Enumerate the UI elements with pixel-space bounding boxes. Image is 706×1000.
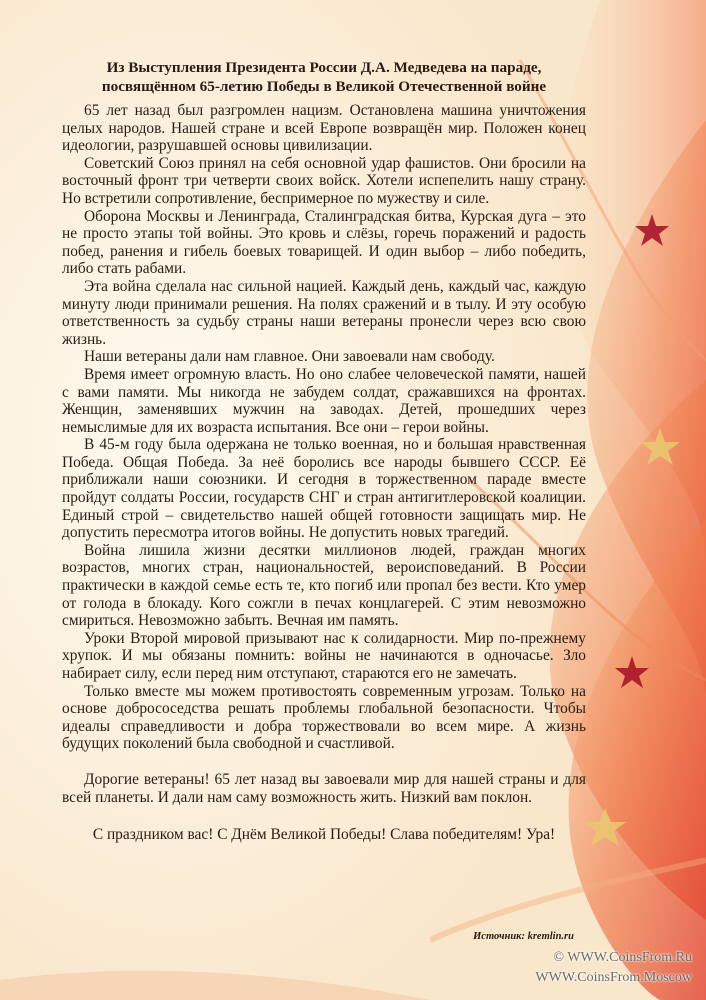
paragraph: Советский Союз принял на себя основной удар фашистов. Они бросили на восточный фронт три четверти своих войск. Хотели испепелить нашу страну. Но встретили сопротивление, беспримерное по мужеству и силе. (62, 154, 586, 207)
watermark-line: WWW.CoinsFrom.Moscow (535, 970, 692, 985)
paragraph: 65 лет назад был разгромлен нацизм. Остановлена машина уничтожения целых народов. Нашей стране и всей Европе возвращён мир. Положен конец идеологии, разрушавшей основы цивилизации. (62, 102, 586, 155)
closing-paragraph: Дорогие ветераны! 65 лет назад вы завоевали мир для нашей страны и для всей планеты. И дали нам саму возможность жить. Низкий вам поклон. (62, 770, 586, 807)
title-line: посвящённом 65-летию Победы в Великой Отечественной войне (101, 78, 547, 95)
speech-body (62, 102, 586, 753)
closing-address (62, 771, 586, 808)
title-line: Из Выступления Президента России Д.А. Медведева на параде, (106, 59, 542, 76)
paragraph: Только вместе мы можем противостоять современным угрозам. Только на основе добрососедства решать проблемы глобальной безопасности. Чтобы идеалы справедливости и добра торжествовали во всем мире. А жизнь будущих поколений была свободной и счастливой. (62, 682, 586, 753)
paragraph: Наши ветераны дали нам главное. Они завоевали нам свободу. (84, 348, 495, 366)
watermark-line: © WWW.CoinsFrom.Ru (553, 950, 692, 965)
source-credit: Источник: kremlin.ru (473, 931, 574, 942)
paragraph: Время имеет огромную власть. Но оно слабее человеческой памяти, нашей с вами памяти. Мы никогда не забудем солдат, сражавшихся на фронтах. Женщин, заменявших мужчин на заводах. Детей, прошедших через немыслимые для их возраста испытания. Все они – герои войны. (62, 365, 586, 436)
celebration-line: С праздником вас! С Днём Великой Победы! Слава победителям! Ура! (92, 825, 556, 843)
paragraph: Оборона Москвы и Ленинграда, Сталинградская битва, Курская дуга – это не просто этапы той войны. Это кровь и слёзы, горечь поражений и радость побед, ранения и гибель боевых товарищей. И один выбор – либо победить, либо стать рабами. (62, 207, 586, 278)
speech-article (62, 58, 586, 844)
paragraph: Уроки Второй мировой призывают нас к солидарности. Мир по-прежнему хрупок. И мы обязаны помнить: войны не начинаются в одночасье. Зло набирает силу, если перед ним отступают, стараются его не замечать. (62, 629, 586, 682)
paragraph: Война лишила жизни десятки миллионов людей, граждан многих возрастов, многих стран, национальностей, вероисповеданий. В России практически в каждой семье есть те, кто погиб или пропал без вести. Кто умер от голода в блокаду. Кого сожгли в печах концлагерей. С этим невозможно смириться. Невозможно забыть. Вечная им память. (62, 541, 586, 630)
paragraph: Эта война сделала нас сильной нацией. Каждый день, каждый час, каждую минуту люди принимали решения. На полях сражений и в тылу. И эту особую ответственность за судьбу страны наши ветераны пронесли через всю свою жизнь. (62, 277, 586, 348)
article-title (62, 58, 586, 96)
paragraph: В 45-м году была одержана не только военная, но и большая нравственная Победа. Общая Победа. За неё боролись все народы бывшего СССР. Её приближали наши союзники. И сегодня в торжественном параде вместе пройдут солдаты России, государств СНГ и стран антигитлеровской коалиции. Единый строй – свидетельство нашей общей готовности защищать мир. Не допустить пересмотра итогов войны. Не допустить новых трагедий. (62, 436, 586, 542)
